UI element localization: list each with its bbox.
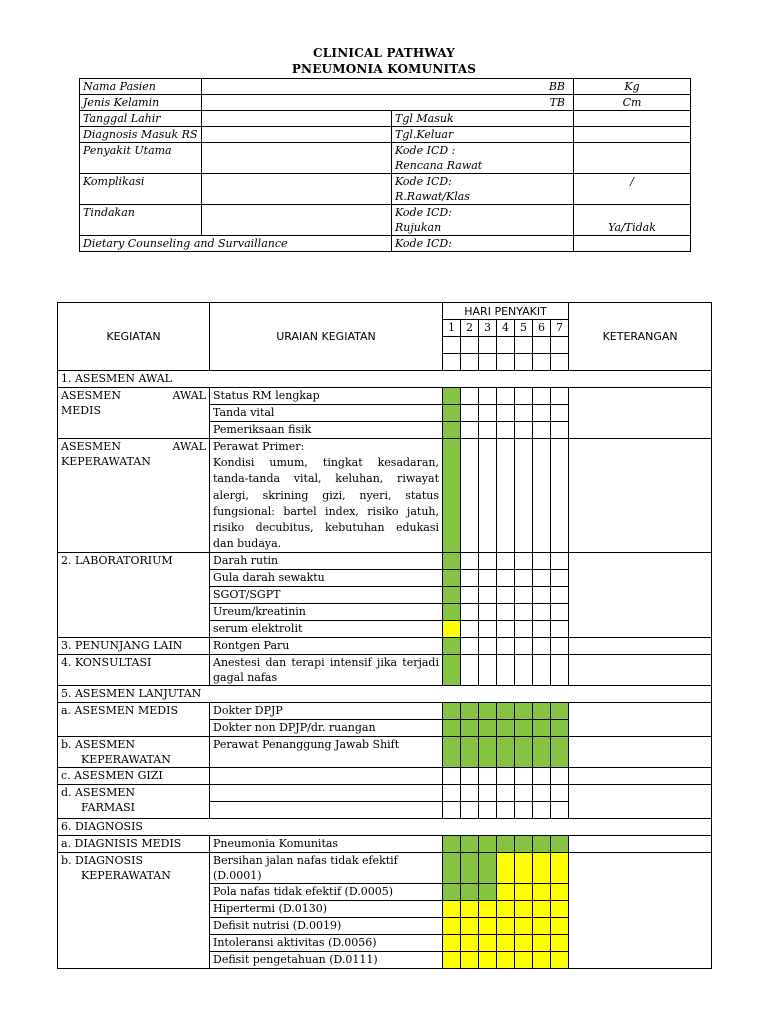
label-tgl-keluar: Tgl.Keluar	[392, 127, 574, 143]
list-item: Pemeriksaan fisik	[210, 422, 443, 439]
header-hari-penyakit: HARI PENYAKIT	[443, 303, 569, 320]
section-asesmen-lanjutan: 5. ASESMEN LANJUTAN	[58, 686, 712, 703]
info-row	[80, 95, 691, 111]
value-tanggal-lahir[interactable]	[202, 111, 392, 127]
list-item: Status RM lengkap	[210, 388, 443, 405]
value-tgl-masuk[interactable]	[574, 111, 691, 127]
value-ya-tidak[interactable]: Ya/Tidak	[574, 205, 691, 236]
info-row	[80, 79, 691, 95]
list-item: Pola nafas tidak efektif (D.0005)	[210, 884, 443, 901]
list-item: Ureum/kreatinin	[210, 604, 443, 621]
kegiatan-asesmen-awal-keperawatan: ASESMEN AWAL KEPERAWATAN	[58, 439, 210, 553]
day-6: 6	[533, 320, 551, 337]
info-row	[80, 127, 691, 143]
label-bb: BB	[202, 79, 574, 95]
document-title: CLINICAL PATHWAY	[313, 46, 455, 60]
label-tb: TB	[202, 95, 574, 111]
list-item: Rontgen Paru	[210, 638, 443, 655]
value-komplikasi[interactable]	[202, 174, 392, 205]
header-kegiatan: KEGIATAN	[58, 303, 210, 371]
list-item: Hipertermi (D.0130)	[210, 901, 443, 918]
label-rencana-rawat: Rencana Rawat	[395, 159, 483, 172]
value-r-rawat[interactable]: /	[574, 174, 691, 205]
list-item: Dokter non DPJP/dr. ruangan	[210, 720, 443, 737]
value-dietary[interactable]	[574, 236, 691, 252]
info-row	[80, 143, 691, 174]
label-jenis-kelamin: Jenis Kelamin	[80, 95, 202, 111]
label-kode-icd-2: Kode ICD:	[395, 175, 452, 188]
label-nama-pasien: Nama Pasien	[80, 79, 202, 95]
list-item: Anestesi dan terapi intensif jika terjadi gagal nafas	[210, 655, 443, 686]
section-penunjang: 3. PENUNJANG LAIN	[58, 638, 210, 655]
section-diagnosis: 6. DIAGNOSIS	[58, 819, 712, 836]
kegiatan-asesmen-awal-medis: ASESMEN AWAL MEDIS	[58, 388, 210, 439]
day-4: 4	[497, 320, 515, 337]
value-penyakit-utama[interactable]	[202, 143, 392, 174]
kegiatan-asesmen-gizi: c. ASESMEN GIZI	[58, 768, 210, 785]
patient-info-table	[79, 78, 691, 252]
cell-kode-icd-rujukan	[392, 205, 574, 236]
label-kg: Kg	[574, 79, 691, 95]
value-tgl-keluar[interactable]	[574, 127, 691, 143]
label-penyakit-utama: Penyakit Utama	[80, 143, 202, 174]
label-komplikasi: Komplikasi	[80, 174, 202, 205]
section-laboratorium: 2. LABORATORIUM	[58, 553, 210, 638]
label-dietary: Dietary Counseling and Survaillance	[80, 236, 392, 252]
label-tindakan: Tindakan	[80, 205, 202, 236]
kegiatan-asesmen-medis: a. ASESMEN MEDIS	[58, 703, 210, 737]
list-item: serum elektrolit	[210, 621, 443, 638]
label-cm: Cm	[574, 95, 691, 111]
header-uraian: URAIAN KEGIATAN	[210, 303, 443, 371]
day-7: 7	[551, 320, 569, 337]
list-item: Intoleransi aktivitas (D.0056)	[210, 935, 443, 952]
day-1: 1	[443, 320, 461, 337]
label-diagnosis-masuk: Diagnosis Masuk RS	[80, 127, 202, 143]
kegiatan-diagnosis-medis: a. DIAGNISIS MEDIS	[58, 836, 210, 853]
list-item: Perawat Primer: Kondisi umum, tingkat kesadaran, tanda-tanda vital, keluhan, riwayat alergi, skrining gizi, nyeri, status fungsional: bartel index, risiko jatuh, risiko decubitus, kebutuhan edukasi dan budaya.	[210, 439, 443, 553]
kegiatan-asesmen-farmasi: d. ASESMEN FARMASI	[58, 785, 210, 819]
list-item: Tanda vital	[210, 405, 443, 422]
day-5: 5	[515, 320, 533, 337]
pathway-table	[57, 302, 712, 969]
list-item: SGOT/SGPT	[210, 587, 443, 604]
list-item: Pneumonia Komunitas	[210, 836, 443, 853]
list-item: Perawat Penanggung Jawab Shift	[210, 737, 443, 768]
day-2: 2	[461, 320, 479, 337]
label-rujukan: Rujukan	[395, 221, 442, 234]
label-kode-icd-4: Kode ICD:	[392, 236, 574, 252]
info-row	[80, 174, 691, 205]
list-item: Defisit nutrisi (D.0019)	[210, 918, 443, 935]
value-diagnosis-masuk[interactable]	[202, 127, 392, 143]
list-item: Gula darah sewaktu	[210, 570, 443, 587]
label-kode-icd-3: Kode ICD:	[395, 206, 452, 219]
kegiatan-asesmen-keperawatan: b. ASESMEN KEPERAWATAN	[58, 737, 210, 768]
cell-kode-icd-rawat	[392, 174, 574, 205]
list-item: Bersihan jalan nafas tidak efektif (D.0001)	[210, 853, 443, 884]
label-kode-icd-1: Kode ICD :	[395, 144, 456, 157]
cell-kode-icd-rencana	[392, 143, 574, 174]
list-item: Defisit pengetahuan (D.0111)	[210, 952, 443, 969]
list-item: Darah rutin	[210, 553, 443, 570]
label-tgl-masuk: Tgl Masuk	[392, 111, 574, 127]
section-konsultasi: 4. KONSULTASI	[58, 655, 210, 686]
day-3: 3	[479, 320, 497, 337]
info-row	[80, 236, 691, 252]
header-keterangan: KETERANGAN	[569, 303, 712, 371]
info-row	[80, 111, 691, 127]
label-tanggal-lahir: Tanggal Lahir	[80, 111, 202, 127]
info-row	[80, 205, 691, 236]
value-rencana-rawat[interactable]	[574, 143, 691, 174]
document-subtitle: PNEUMONIA KOMUNITAS	[291, 62, 477, 76]
kegiatan-diagnosis-keperawatan: b. DIAGNOSIS KEPERAWATAN	[58, 853, 210, 969]
value-tindakan[interactable]	[202, 205, 392, 236]
label-r-rawat: R.Rawat/Klas	[395, 190, 470, 203]
list-item: Dokter DPJP	[210, 703, 443, 720]
section-asesmen-awal: 1. ASESMEN AWAL	[58, 371, 712, 388]
